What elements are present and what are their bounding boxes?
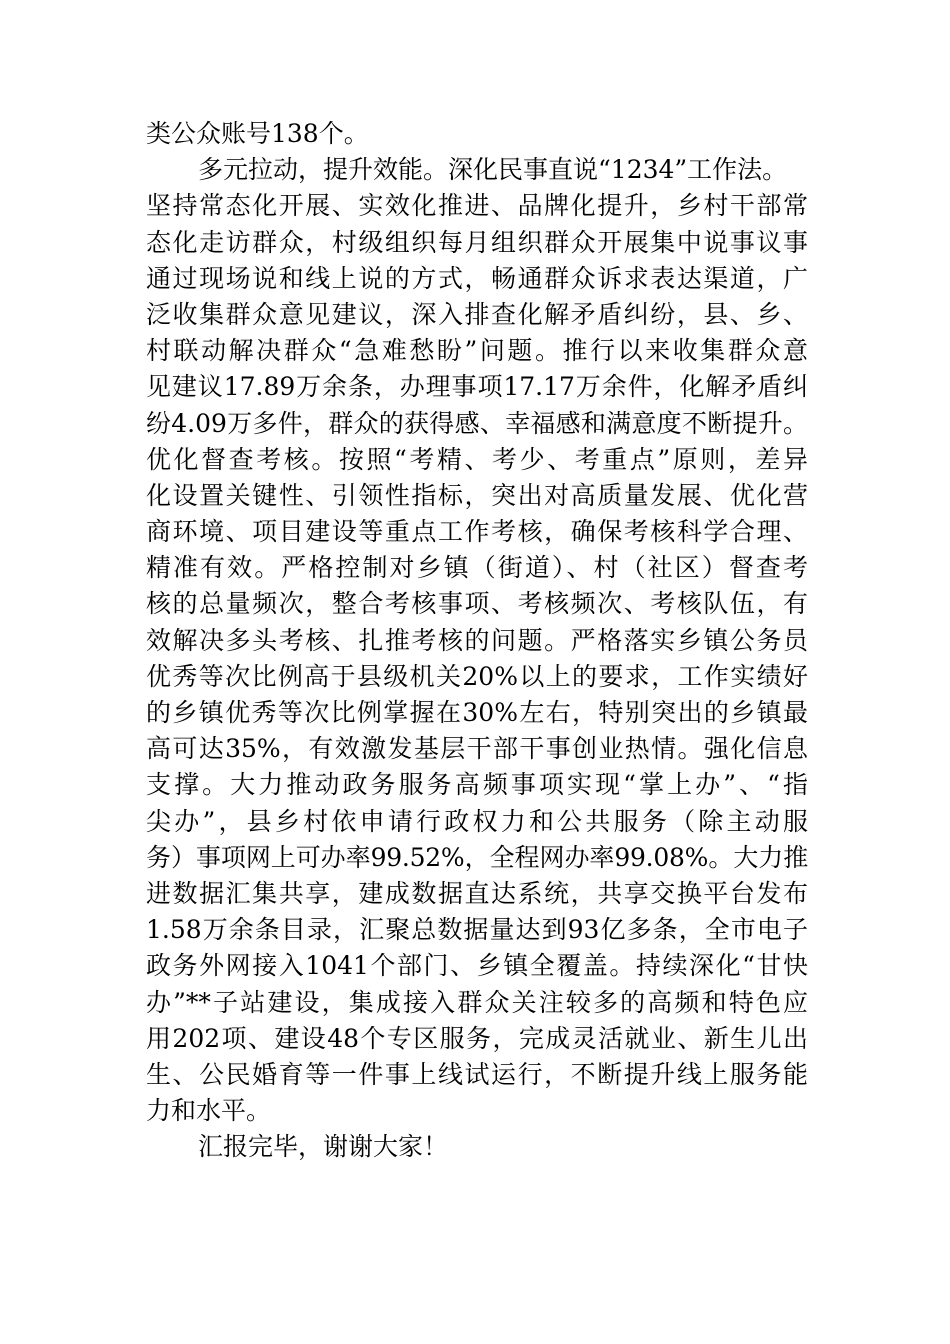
text-line: 办”**子站建设，集成接入群众关注较多的高频和特色应: [146, 987, 808, 1017]
closing-line: 汇报完毕，谢谢大家！: [198, 1132, 449, 1162]
text-line: 坚持常态化开展、实效化推进、品牌化提升，乡村干部常: [146, 191, 808, 221]
text-line: 高可达35%，有效激发基层干部干事创业热情。强化信息: [146, 734, 808, 764]
text-line: 务）事项网上可办率99.52%，全程网办率99.08%。大力推: [146, 842, 808, 872]
text-line: 尖办”，县乡村依申请行政权力和公共服务（除主动服: [146, 806, 808, 836]
text-line: 支撑。大力推动政务服务高频事项实现“掌上办”、“指: [146, 770, 808, 800]
text-line: 泛收集群众意见建议，深入排查化解矛盾纠纷，县、乡、: [146, 299, 808, 329]
text-line: 生、公民婚育等一件事上线试运行，不断提升线上服务能: [146, 1059, 808, 1089]
text-line: 类公众账号138个。: [146, 119, 369, 148]
text-line: 村联动解决群众“急难愁盼”问题。推行以来收集群众意: [146, 336, 808, 366]
text-line: 的乡镇优秀等次比例掌握在30%左右，特别突出的乡镇最: [146, 698, 808, 727]
text-line: 化设置关键性、引领性指标，突出对高质量发展、优化营: [146, 480, 808, 510]
text-line: 多元拉动，提升效能。深化民事直说“1234”工作法。: [198, 155, 788, 185]
text-line: 用202项、建设48个专区服务，完成灵活就业、新生儿出: [146, 1023, 808, 1053]
body-text: [146, 116, 808, 1165]
text-line: 核的总量频次，整合考核事项、考核频次、考核队伍，有: [146, 589, 808, 619]
text-line: 优秀等次比例高于县级机关20%以上的要求，工作实绩好: [146, 661, 808, 691]
text-line: 见建议17.89万余条，办理事项17.17万余件，化解矛盾纠: [146, 372, 808, 402]
text-line: 通过现场说和线上说的方式，畅通群众诉求表达渠道，广: [146, 263, 808, 293]
text-line: 精准有效。严格控制对乡镇（街道）、村（社区）督查考: [146, 553, 808, 583]
text-line: 纷4.09万多件，群众的获得感、幸福感和满意度不断提升。: [146, 408, 808, 438]
text-line: 政务外网接入1041个部门、乡镇全覆盖。持续深化“甘快: [146, 951, 808, 981]
text-line: 力和水平。: [146, 1096, 272, 1126]
text-line: 效解决多头考核、扎推考核的问题。严格落实乡镇公务员: [146, 625, 808, 655]
text-line: 1.58万余条目录，汇聚总数据量达到93亿多条，全市电子: [146, 915, 808, 945]
text-line: 进数据汇集共享，建成数据直达系统，共享交换平台发布: [146, 878, 808, 908]
text-line: 态化走访群众，村级组织每月组织群众开展集中说事议事: [146, 227, 808, 257]
text-line: 优化督查考核。按照“考精、考少、考重点”原则，差异: [146, 444, 808, 474]
text-line: 商环境、项目建设等重点工作考核，确保考核科学合理、: [146, 517, 808, 547]
